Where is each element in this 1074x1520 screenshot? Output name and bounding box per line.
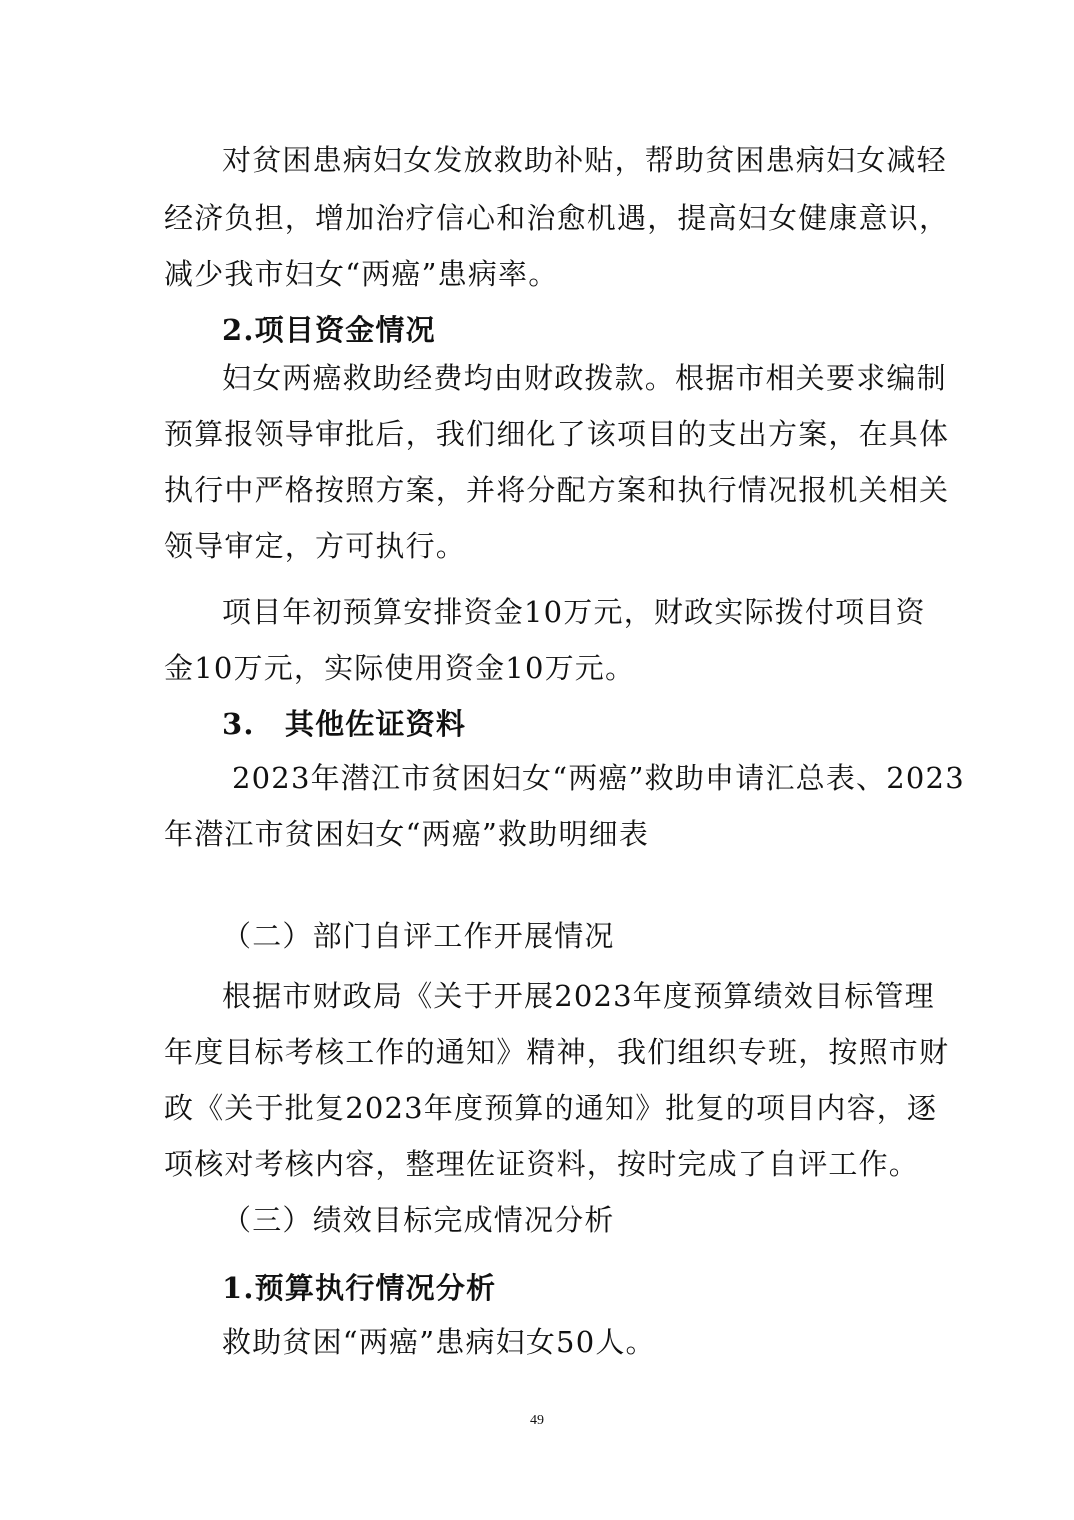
paragraph-line: 项核对考核内容，整理佐证资料，按时完成了自评工作。: [164, 1147, 920, 1181]
section-heading: 2.项目资金情况: [222, 313, 436, 347]
paragraph-line: 减少我市妇女“两癌”患病率。: [164, 257, 559, 291]
paragraph-line: 项目年初预算安排资金10万元，财政实际拨付项目资: [222, 595, 926, 629]
paragraph-line: 预算报领导审批后，我们细化了该项目的支出方案，在具体: [164, 417, 950, 451]
paragraph-line: 执行中严格按照方案，并将分配方案和执行情况报机关相关: [164, 473, 950, 507]
paragraph-line: 妇女两癌救助经费均由财政拨款。根据市相关要求编制: [222, 361, 947, 395]
paragraph-line: 金10万元，实际使用资金10万元。: [164, 651, 636, 685]
paragraph-line: 经济负担，增加治疗信心和治愈机遇，提高妇女健康意识，: [164, 201, 950, 235]
page-number: 49: [530, 1413, 544, 1428]
section-heading: （三）绩效目标完成情况分析: [222, 1203, 615, 1237]
section-heading: 3. 其他佐证资料: [222, 707, 467, 741]
paragraph-line: 年潜江市贫困妇女“两癌”救助明细表: [164, 817, 650, 851]
paragraph-line: 政《关于批复2023年度预算的通知》批复的项目内容，逐: [164, 1091, 938, 1125]
paragraph-line: 根据市财政局《关于开展2023年度预算绩效目标管理: [222, 979, 935, 1013]
paragraph-line: 对贫困患病妇女发放救助补贴，帮助贫困患病妇女减轻: [222, 143, 947, 177]
paragraph-line: 救助贫困“两癌”患病妇女50人。: [222, 1325, 656, 1359]
section-heading: （二）部门自评工作开展情况: [222, 919, 615, 953]
section-heading: 1.预算执行情况分析: [222, 1271, 497, 1305]
paragraph-line: 领导审定，方可执行。: [164, 529, 467, 563]
paragraph-line: 2023年潜江市贫困妇女“两癌”救助申请汇总表、2023: [232, 761, 965, 795]
paragraph-line: 年度目标考核工作的通知》精神，我们组织专班，按照市财: [164, 1035, 950, 1069]
